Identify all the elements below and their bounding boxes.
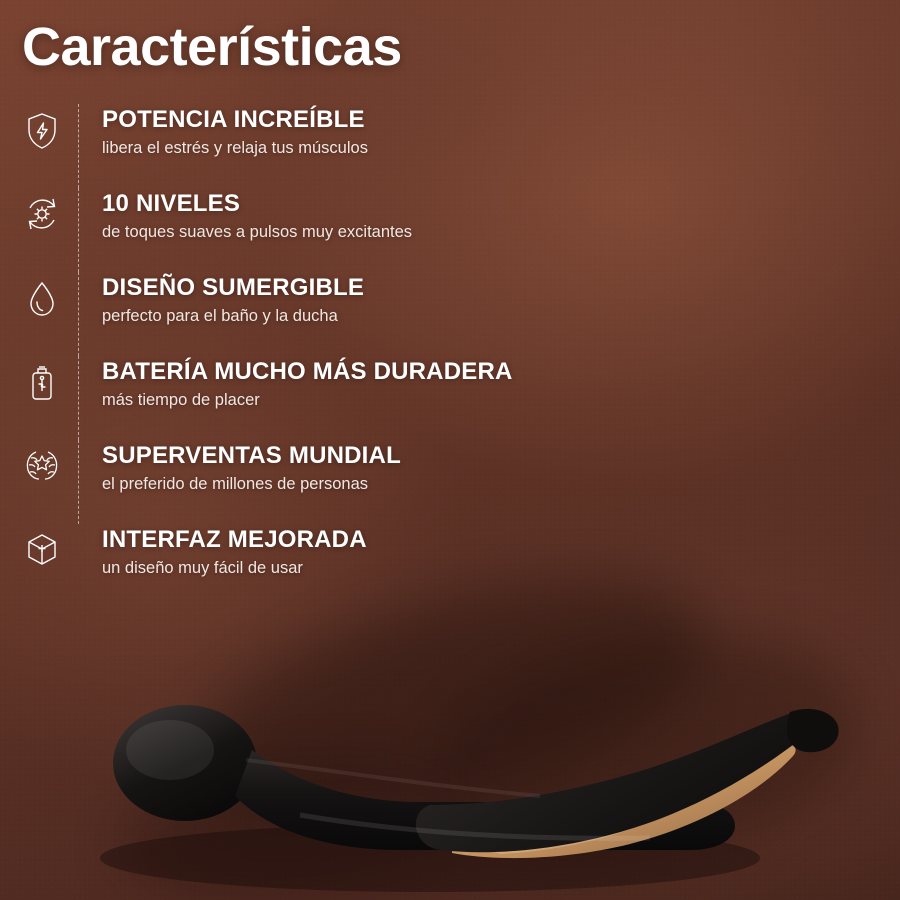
- feature-subtitle: el preferido de millones de personas: [102, 474, 368, 493]
- list-item: [10, 356, 650, 440]
- product-image: [0, 600, 900, 900]
- feature-subtitle: libera el estrés y relaja tus músculos: [102, 138, 368, 157]
- dashed-divider: [78, 188, 79, 272]
- feature-title: 10 NIVELES: [102, 190, 241, 217]
- water-drop-icon: [10, 272, 74, 318]
- page-title: Características: [22, 17, 402, 77]
- list-item: [10, 104, 650, 188]
- laurel-star-icon: [10, 440, 74, 482]
- gear-refresh-icon: [10, 188, 74, 232]
- list-item: [10, 272, 650, 356]
- product-shadow: [413, 598, 877, 893]
- product-shadow: [114, 742, 487, 900]
- feature-title: BATERÍA MUCHO MÁS DURADERA: [102, 358, 513, 385]
- list-item: [10, 524, 650, 608]
- feature-title: POTENCIA INCREÍBLE: [102, 106, 365, 133]
- dashed-divider: [78, 104, 79, 188]
- battery-usb-icon: [10, 356, 74, 402]
- list-item: [10, 440, 650, 524]
- feature-list: [10, 104, 650, 608]
- list-item: [10, 188, 650, 272]
- feature-title: INTERFAZ MEJORADA: [102, 526, 367, 553]
- shield-bolt-icon: [10, 104, 74, 150]
- feature-subtitle: más tiempo de placer: [102, 390, 260, 409]
- feature-title: DISEÑO SUMERGIBLE: [102, 274, 365, 301]
- box-plus-icon: [10, 524, 74, 568]
- dashed-divider: [78, 356, 79, 440]
- feature-subtitle: un diseño muy fácil de usar: [102, 558, 303, 577]
- feature-subtitle: perfecto para el baño y la ducha: [102, 306, 338, 325]
- feature-title: SUPERVENTAS MUNDIAL: [102, 442, 401, 469]
- dashed-divider: [78, 440, 79, 524]
- feature-subtitle: de toques suaves a pulsos muy excitantes: [102, 222, 413, 241]
- dashed-divider: [78, 272, 79, 356]
